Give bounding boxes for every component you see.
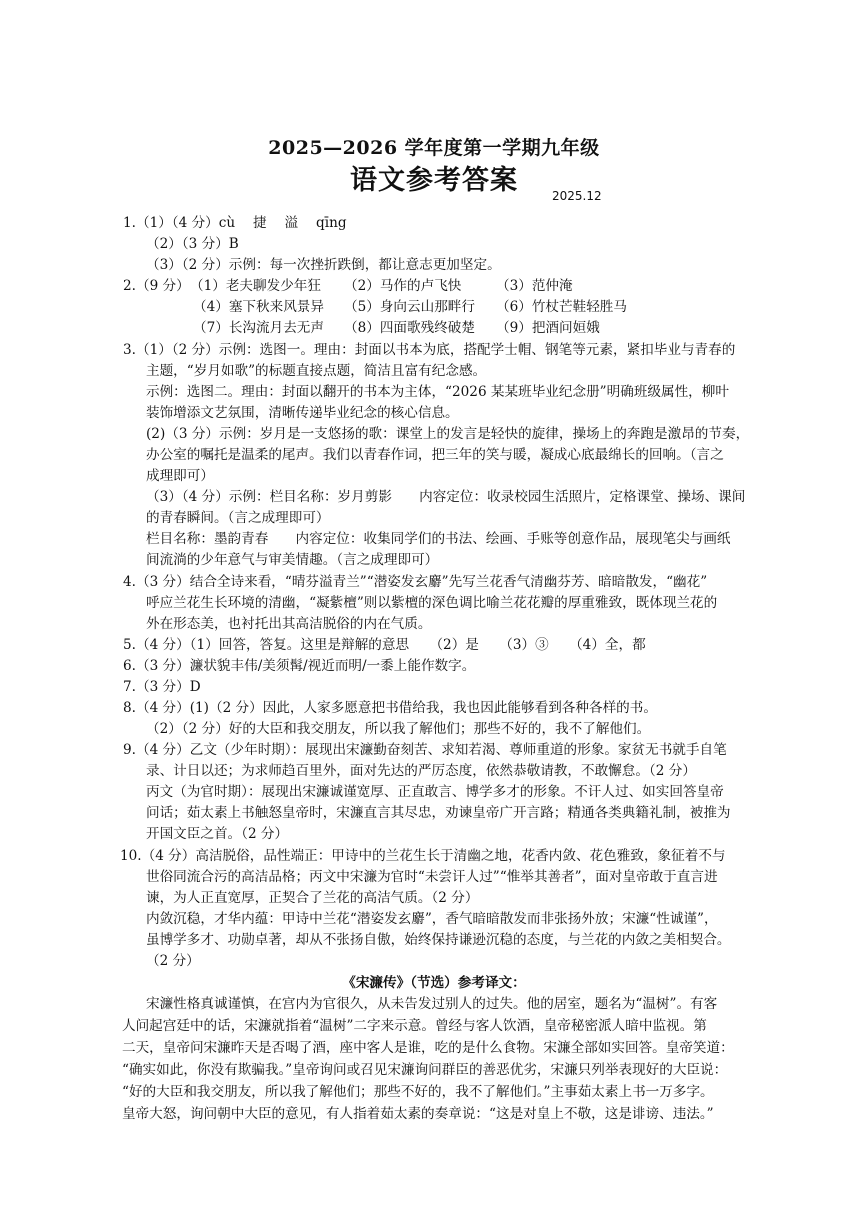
q2-item-2: （2）马作的卢飞快: [344, 278, 462, 294]
q3-line-11: 间流淌的少年意气与审美情趣。（言之成理即可）: [146, 552, 439, 568]
q9-line-4: 问话；茹太素上书触怒皇帝时，宋濂直言其尽忠，劝谏皇帝广开言路；精通各类典籍礼制，被推为: [146, 805, 731, 821]
q10-line-3: 谏，为人正直宽厚，正契合了兰花的高洁气质。（2 分）: [146, 890, 479, 906]
q10-line-2: 世俗同流合污的高洁品格；丙文中宋濂为官时“未尝讦人过”“惟举其善者”，面对皇帝敢于直言进: [146, 869, 718, 885]
q6-answer: 6.（3 分）濂状貌丰伟/美须髯/视近而明/一黍上能作数字。: [123, 658, 476, 674]
q3-line-4: 装饰增添文艺氛围，清晰传递毕业纪念的核心信息。: [146, 405, 459, 421]
q1-part3: （3）（2 分）示例：每一次挫折跌倒，都让意志更加坚定。: [146, 257, 501, 273]
q9-line-1: 9.（4 分）乙文（少年时期）：展现出宋濂勤奋刻苦、求知若渴、尊师重道的形象。家贫无书就手自笔: [123, 742, 727, 758]
document-subtitle: 语文参考答案: [350, 165, 518, 196]
document-title: 2025—2026 学年度第一学期九年级: [268, 137, 600, 159]
q3-line-10: 栏目名称：墨韵青春 内容定位：收集同学们的书法、绘画、手账等创意作品，展现笔尖与画纸: [146, 531, 731, 547]
translation-line-3: 二天，皇帝问宋濂昨天是否喝了酒，座中客人是谁，吃的是什么食物。宋濂全部如实回答。皇帝笑道：: [122, 1040, 734, 1056]
q10-line-6: （2 分）: [146, 953, 200, 969]
q4-line-1: 4.（3 分）结合全诗来看，“晴芬溢青兰”“潜姿发玄麝”先写兰花香气清幽芬芳、暗暗散发，“幽花”: [123, 574, 708, 590]
translation-line-6: 皇帝大怒，询问朝中大臣的意见，有人指着茹太素的奏章说：“这是对皇上不敬，这是诽谤、违法。”: [122, 1106, 714, 1122]
q10-line-5: 虽博学多才、功勋卓著，却从不张扬自傲，始终保持谦逊沉稳的态度，与兰花的内敛之美相契合。: [146, 932, 731, 948]
q7-answer: 7.（3 分）D: [123, 679, 201, 695]
q2-item-4: （4）塞下秋来风景异: [193, 299, 324, 315]
q3-line-3: 示例：选图二。理由：封面以翻开的书本为主体，“2026 某某班毕业纪念册”明确班级属性，柳叶: [146, 384, 729, 400]
translation-line-1: 宋濂性格真诚谨慎，在宫内为官很久，从未告发过别人的过失。他的居室，题名为“温树”。有客: [146, 996, 718, 1012]
q3-line-6: 办公室的嘱托是温柔的尾声。我们以青春作词，把三年的笑与暖，凝成心底最绵长的回响。（言之: [146, 447, 724, 463]
q1-part1: 1.（1）（4 分）cù 捷 溢 qīng: [123, 215, 347, 231]
translation-line-4: “确实如此，你没有欺骗我。”皇帝询问或召见宋濂询问群臣的善恶优劣，宋濂只列举表现好的大臣说：: [122, 1062, 728, 1078]
q2-item-1: （1）老夫聊发少年狂: [190, 278, 321, 294]
q2-item-5: （5）身向云山那畔行: [344, 299, 475, 315]
q3-line-9: 的青春瞬间。（言之成理即可）: [146, 510, 330, 526]
q8-part1: 8.（4 分）(1)（2 分）因此，人家多愿意把书借给我，我也因此能够看到各种各样的书。: [123, 700, 657, 716]
translation-line-2: 人问起宫廷中的话，宋濂就指着“温树”二字来示意。曾经与客人饮酒，皇帝秘密派人暗中监视。第: [122, 1018, 707, 1034]
q3-line-7: 成理即可）: [146, 468, 214, 484]
q3-line-2: 主题，“岁月如歌”的标题直接点题，简洁且富有纪念感。: [146, 363, 487, 379]
translation-heading: 《宋濂传》（节选）参考译文：: [342, 975, 526, 991]
q2-item-7: （7）长沟流月去无声: [193, 320, 324, 336]
q1-part2: （2）（3 分）B: [146, 236, 239, 252]
translation-line-5: “好的大臣和我交朋友，所以我了解他们；那些不好的，我不了解他们。”主事茹太素上书一万多字。: [122, 1084, 714, 1100]
q9-line-5: 开国文臣之首。（2 分）: [146, 826, 289, 842]
q2-item-3: （3）范仲淹: [496, 278, 573, 294]
q2-item-8: （8）四面歌残终破楚: [344, 320, 475, 336]
q3-line-8: （3）（4 分）示例：栏目名称：岁月剪影 内容定位：收录校园生活照片，定格课堂、操场、课间: [146, 489, 746, 505]
q8-part2: （2）（2 分）好的大臣和我交朋友，所以我了解他们；那些不好的，我不了解他们。: [146, 721, 651, 737]
document-date: 2025.12: [552, 189, 602, 203]
q3-line-1: 3.（1）（2 分）示例：选图一。理由：封面以书本为底，搭配学士帽、钢笔等元素，紧扣毕业与青春的: [123, 342, 736, 358]
q2-item-6: （6）竹杖芒鞋轻胜马: [496, 299, 627, 315]
q9-line-2: 录、计日以还；为求师趋百里外，面对先达的严厉态度，依然恭敬请教，不敢懈怠。（2 分）: [146, 763, 696, 779]
q3-line-5: (2)（3 分）示例：岁月是一支悠扬的歌：课堂上的发言是轻快的旋律，操场上的奔跑是激昂的节奏，: [146, 426, 750, 442]
q4-line-3: 外在形态美，也衬托出其高洁脱俗的内在气质。: [146, 616, 432, 632]
q9-line-3: 丙文（为官时期）：展现出宋濂诚谨宽厚、正直敢言、博学多才的形象。不讦人过、如实回答皇帝: [146, 784, 724, 800]
q2-item-9: （9）把酒问姮娥: [496, 320, 600, 336]
q10-line-1: 10.（4 分）高洁脱俗，品性端正：甲诗中的兰花生长于清幽之地，花香内敛、花色雅致，象征着不与: [120, 848, 726, 864]
q5-answer: 5.（4 分）（1）回答，答复。这里是辩解的意思 （2）是 （3）③ （4）全，都: [123, 637, 646, 653]
q2-lead: 2.（9 分）: [123, 278, 190, 294]
q4-line-2: 呼应兰花生长环境的清幽，“凝紫檀”则以紫檀的深色调比喻兰花花瓣的厚重雅致，既体现兰花的: [146, 595, 718, 611]
q10-line-4: 内敛沉稳，才华内蕴：甲诗中兰花“潜姿发玄麝”，香气暗暗散发而非张扬外放；宋濂“性诚谨”，: [146, 911, 718, 927]
